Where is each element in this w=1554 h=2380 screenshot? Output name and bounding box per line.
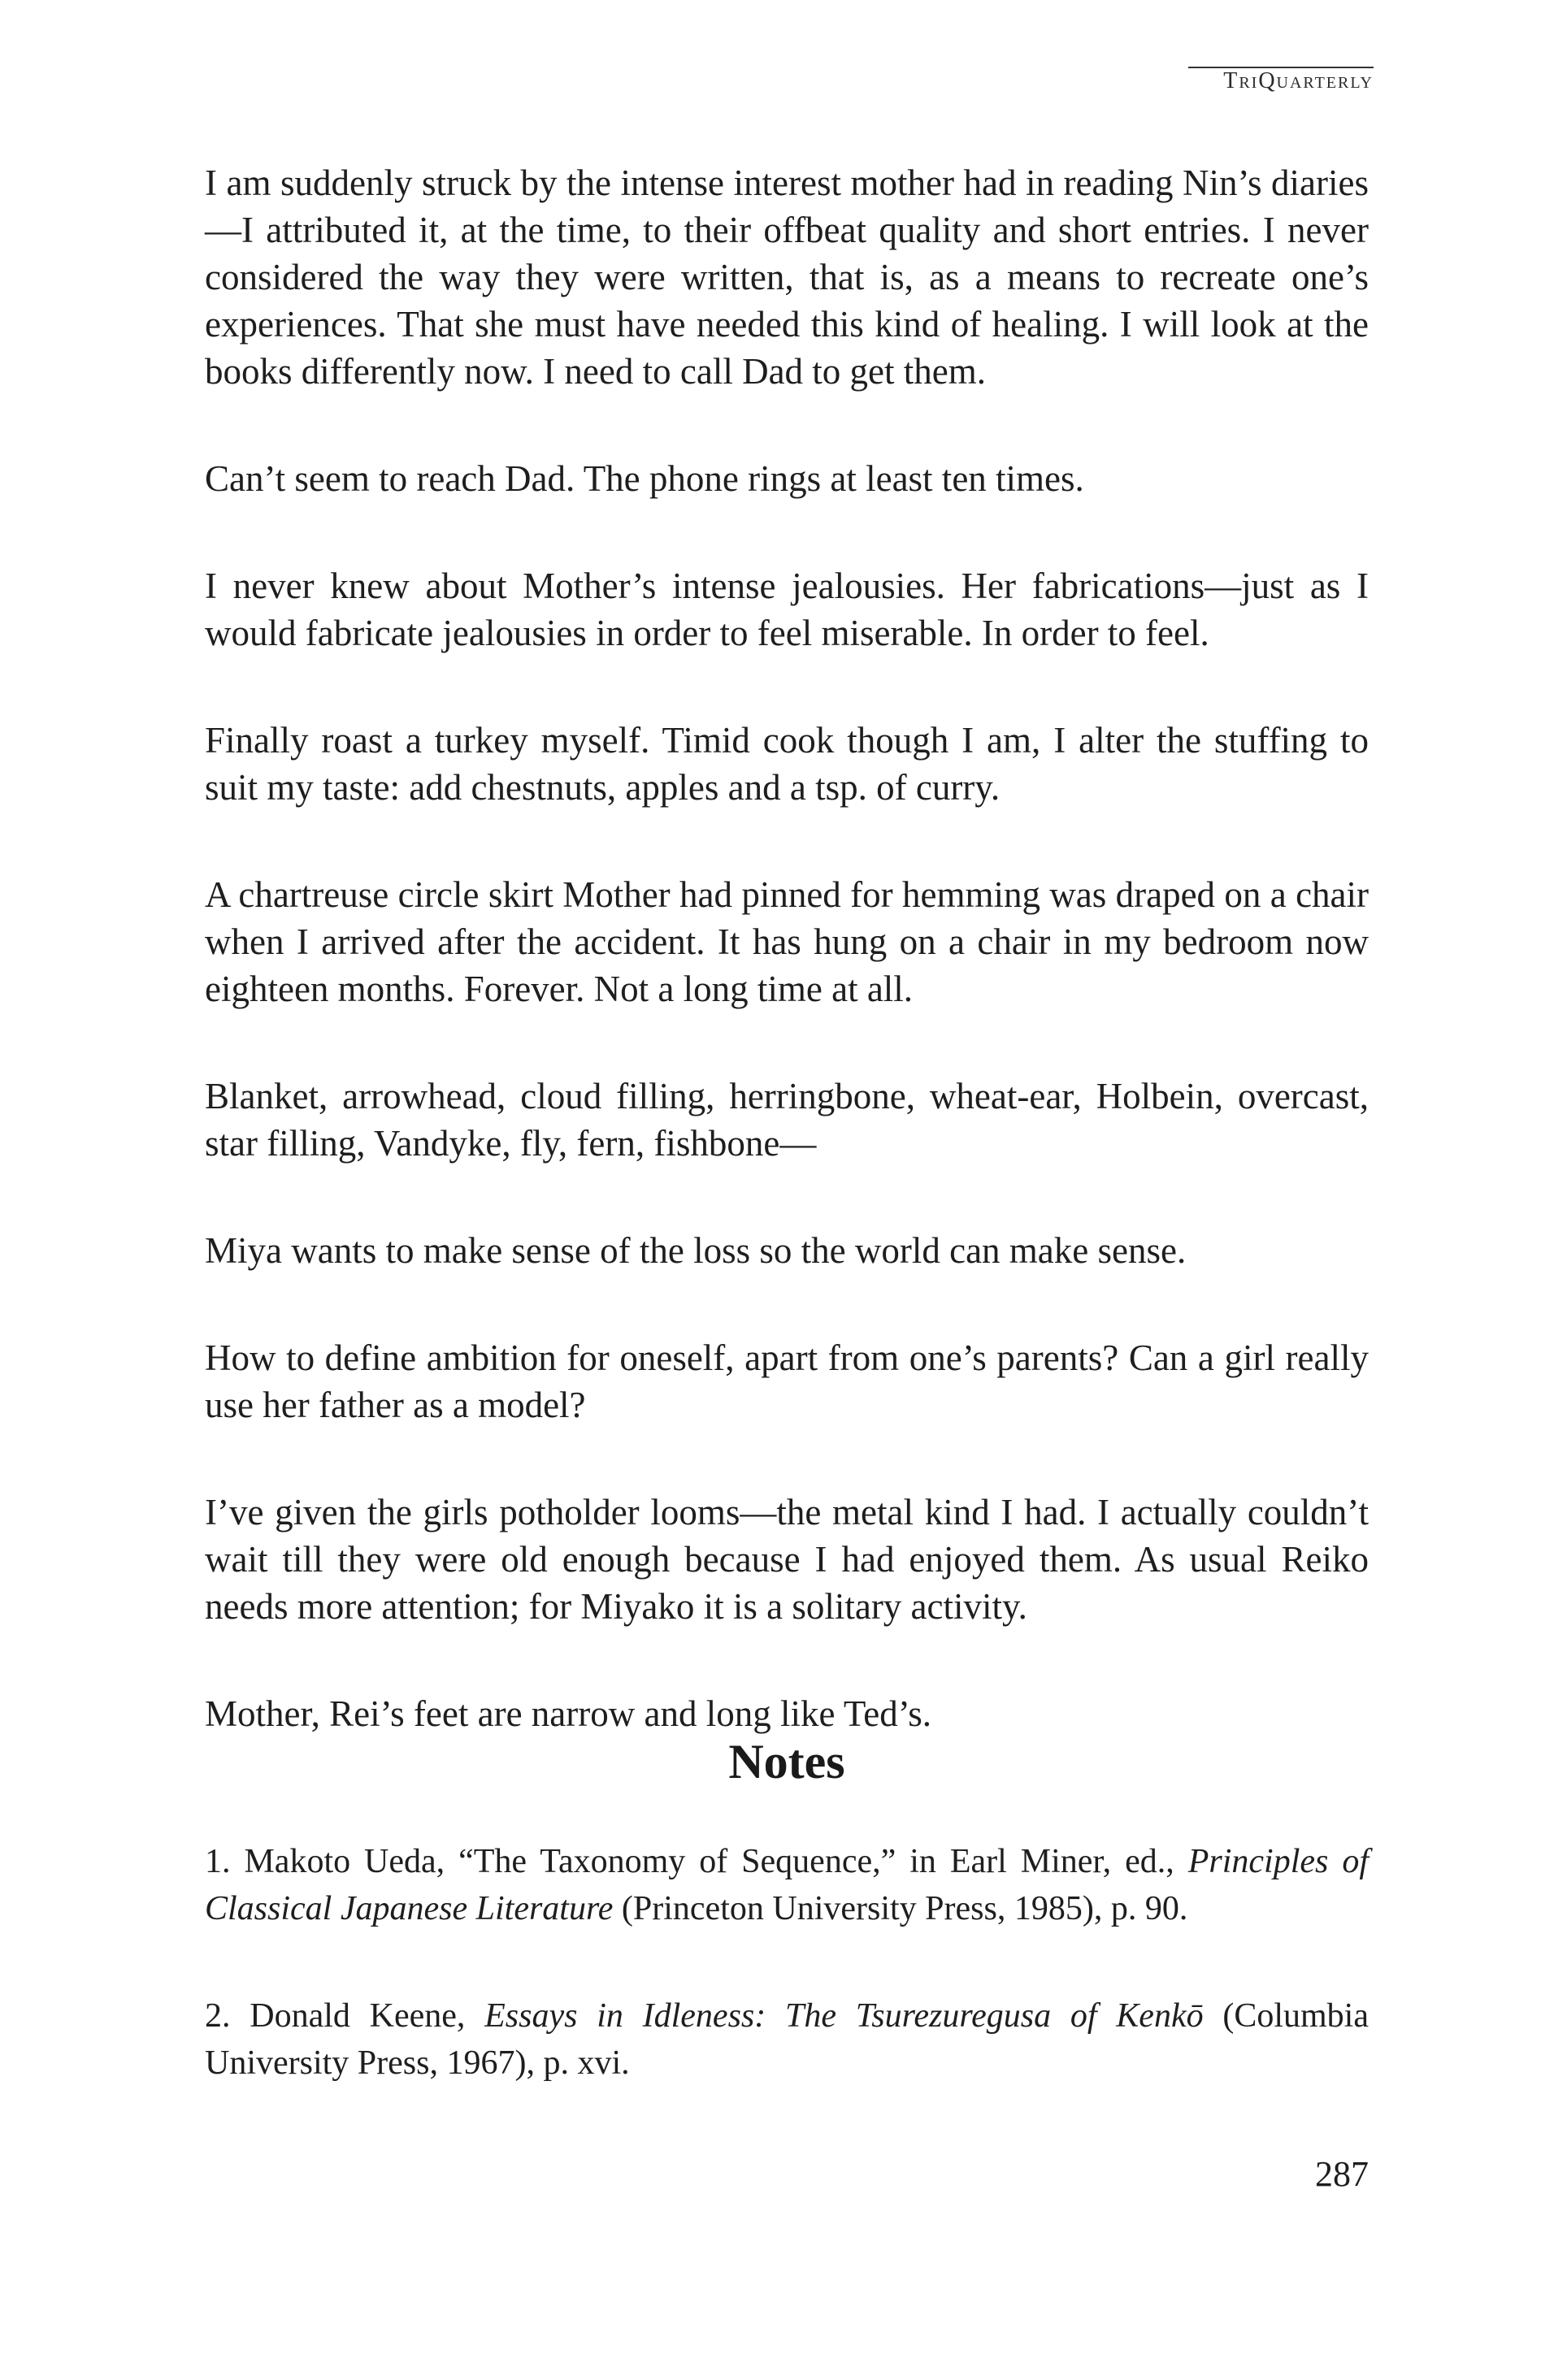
notes-list [205,1838,1369,2147]
paragraph: I am suddenly struck by the intense interest mother had in reading Nin’s diaries—I attributed it, at the time, to their offbeat quality and short entries. I never considered the way they were written, that is, as a means to recreate one’s experiences. That she must have needed this kind of healing. I will look at the books differently now. I need to call Dad to get them. [205,163,1369,392]
notes-heading: Notes [728,1735,845,1788]
paragraph: Miya wants to make sense of the loss so the world can make sense. [205,1230,1187,1271]
paragraph: Mother, Rei’s feet are narrow and long like Ted’s. [205,1693,931,1734]
note-suffix: (Princeton University Press, 1985), p. 90. [613,1890,1188,1927]
note-title: Principles of Classical Japanese Literature [205,1843,1369,1927]
paragraph: Finally roast a turkey myself. Timid cook though I am, I alter the stuffing to suit my taste: add chestnuts, apples and a tsp. of curry. [205,720,1369,808]
note-item [205,1838,1369,1932]
paragraph: I’ve given the girls potholder looms—the metal kind I had. I actually couldn’t wait till they were old enough because I had enjoyed them. As usual Reiko needs more attention; for Miyako it is a solitary activity. [205,1492,1369,1627]
paragraph: Blanket, arrowhead, cloud filling, herringbone, wheat-ear, Holbein, overcast, star filling, Vandyke, fly, fern, fishbone— [205,1076,1369,1164]
note-suffix: (Columbia University Press, 1967), p. xvi. [205,1997,1369,2082]
note-title: Essays in Idleness: The Tsurezuregusa of Kenkō [484,1997,1204,2035]
note-item [205,1992,1369,2087]
paragraph: Can’t seem to reach Dad. The phone rings at least ten times. [205,458,1084,499]
paragraph: A chartreuse circle skirt Mother had pinned for hemming was draped on a chair when I arrived after the accident. It has hung on a chair in my bedroom now eighteen months. Forever. Not a long time at all. [205,874,1369,1009]
note-prefix: 1. Makoto Ueda, “The Taxonomy of Sequence,” in Earl Miner, ed., [205,1843,1188,1880]
note-prefix: 2. Donald Keene, [205,1997,485,2035]
page-number: 287 [1315,2154,1369,2194]
paragraph: I never knew about Mother’s intense jealousies. Her fabrications—just as I would fabricate jealousies in order to feel miserable. In order to feel. [205,566,1369,653]
running-head: TriQuarterly [1223,68,1374,93]
body-text [205,159,1369,1797]
paragraph: How to define ambition for oneself, apart from one’s parents? Can a girl really use her father as a model? [205,1337,1369,1425]
